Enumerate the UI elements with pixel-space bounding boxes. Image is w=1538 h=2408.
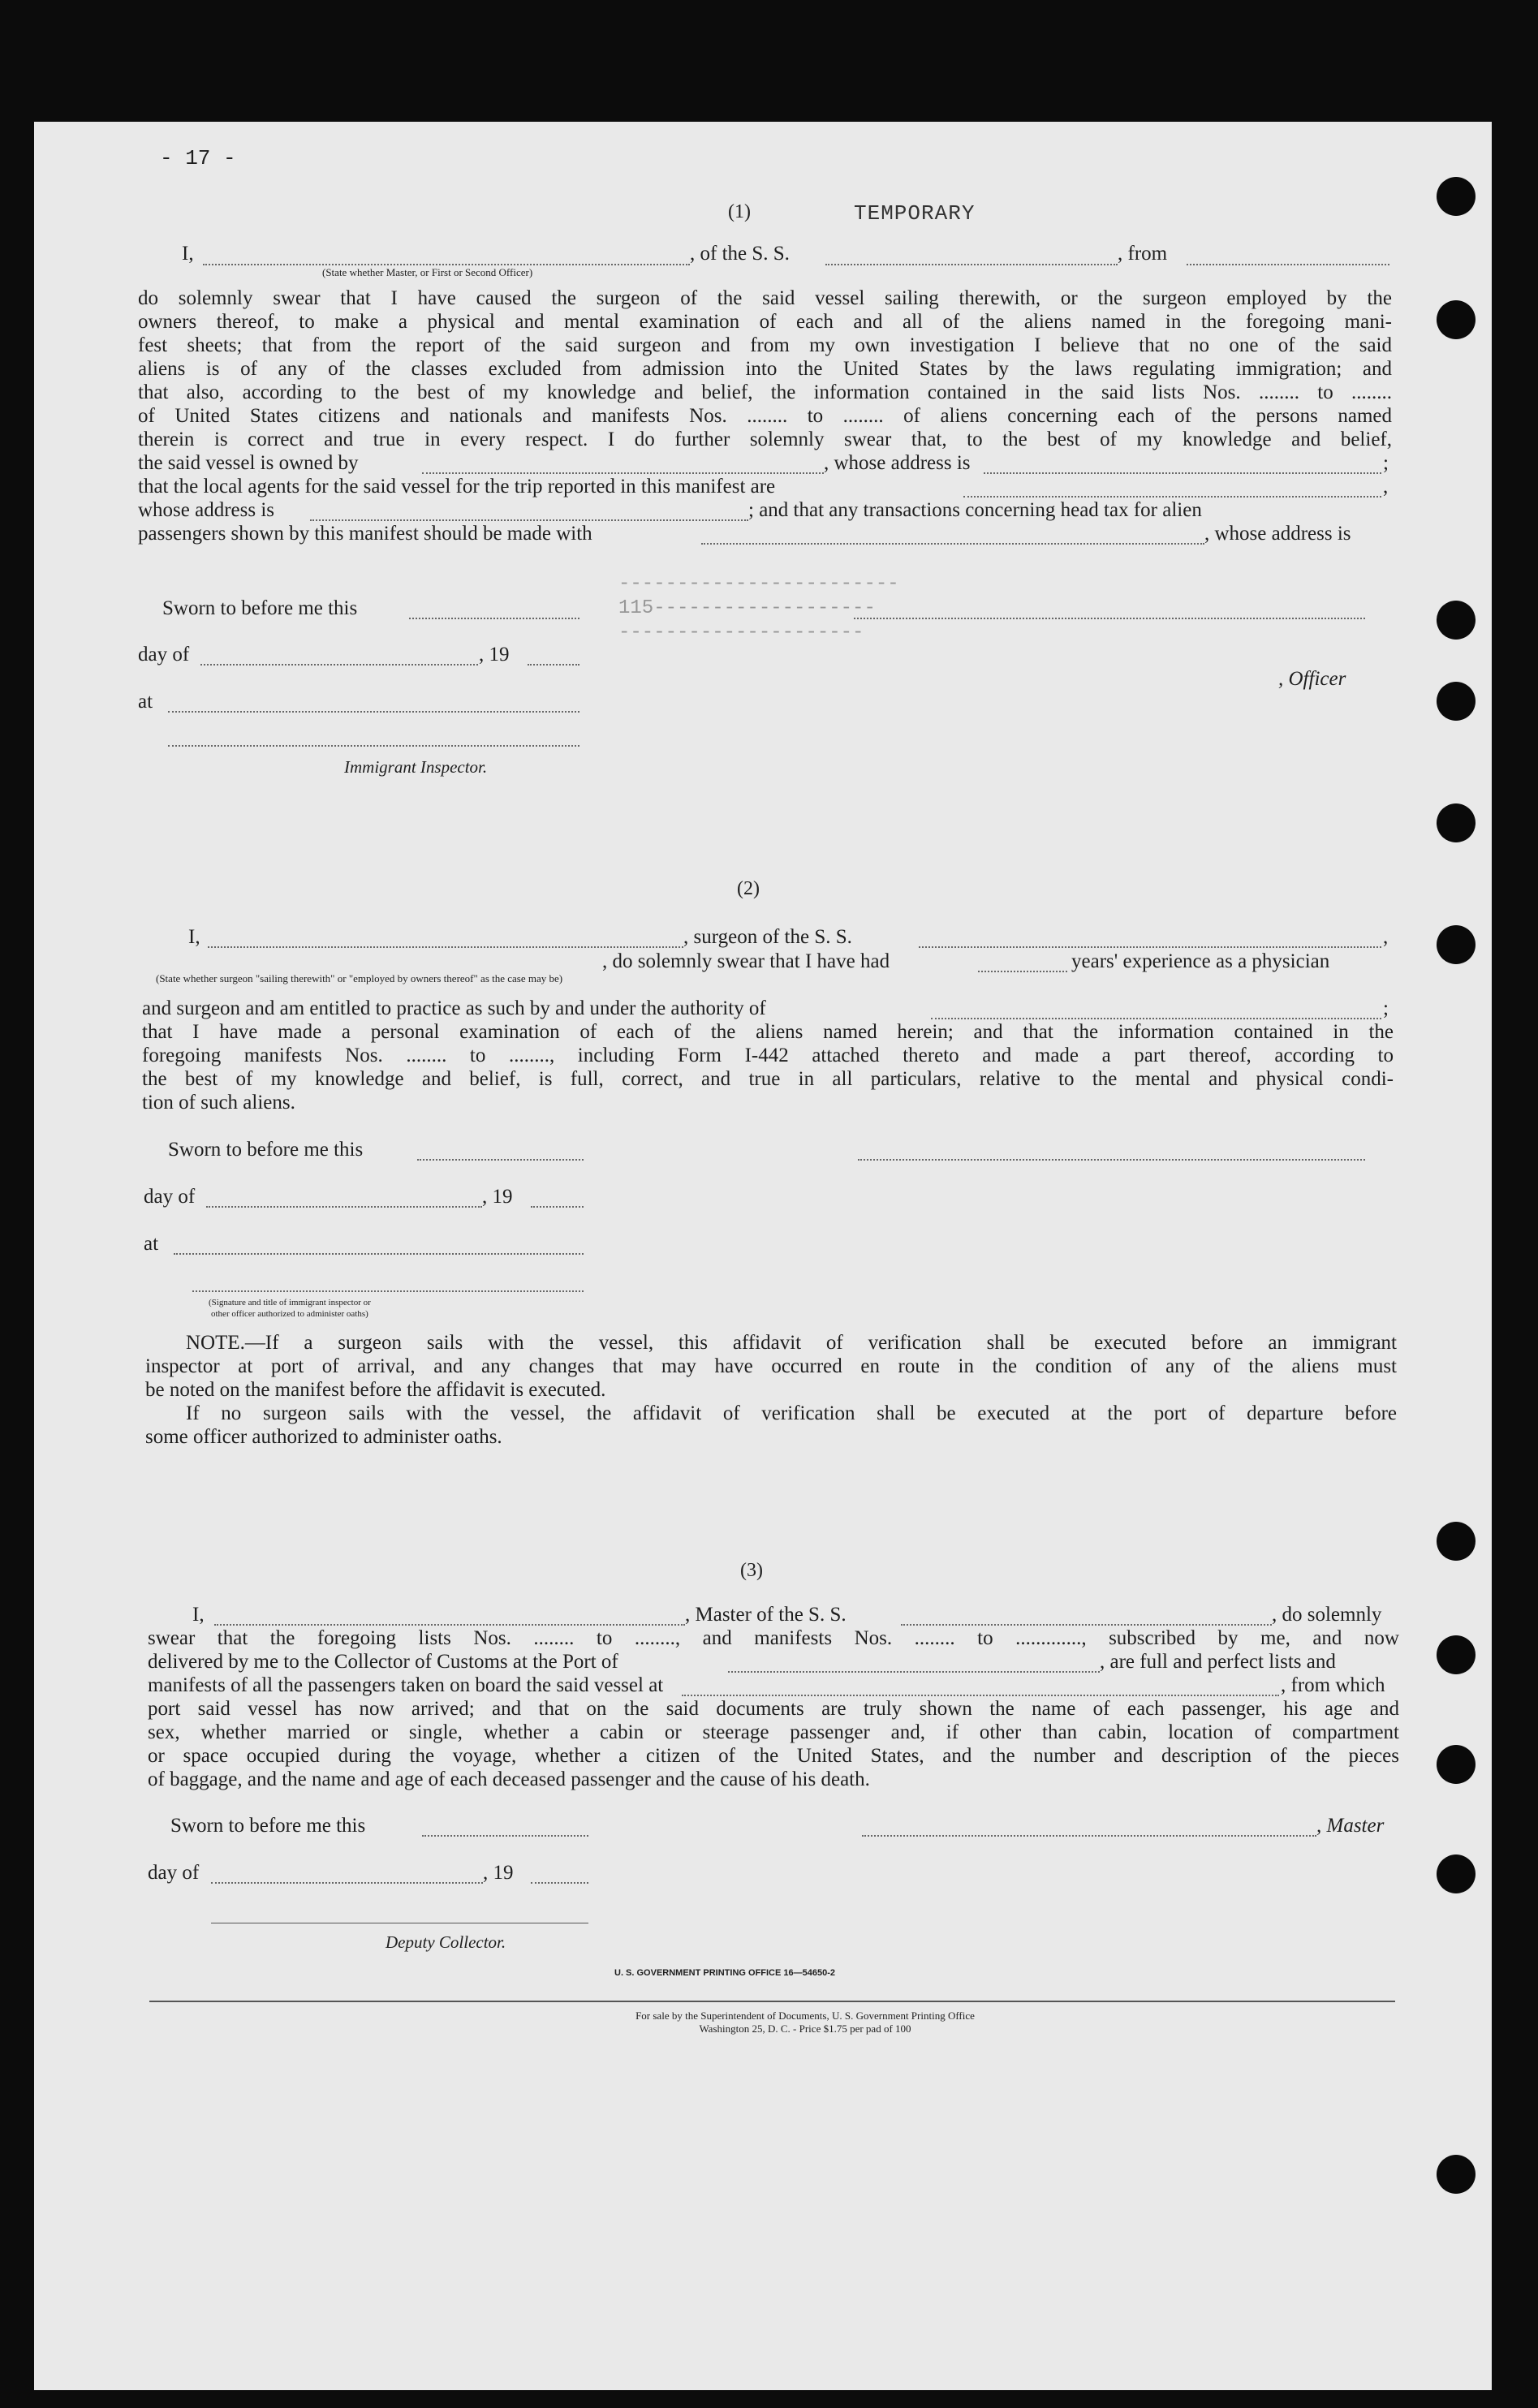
owner-address-line — [984, 472, 1381, 474]
s2-comma: , — [1383, 926, 1389, 948]
punch-hole — [1437, 601, 1476, 640]
agents-address-line — [310, 519, 748, 521]
inspector-signature-line — [168, 745, 579, 747]
s1-at: at — [138, 691, 153, 713]
s3-sworn-line — [422, 1835, 588, 1837]
s1-line-8c: ; — [1383, 452, 1389, 474]
s3-ship-line — [901, 1624, 1272, 1626]
note-line-4: If no surgeon sails with the vessel, the affidavit of verification shall be executed at the port of departure before — [186, 1402, 1397, 1424]
s2-swear-a: , do solemnly swear that I have had — [602, 950, 890, 972]
bleed-through-text: ------------------------ 115------------------- --------------------- — [618, 573, 899, 644]
s3-master: , Master — [1316, 1815, 1385, 1837]
s1-line-2: owners thereof, to make a physical and mental examination of each and all of the aliens named in the foregoing mani- — [138, 311, 1392, 333]
s3-line-7: of baggage, and the name and age of each deceased passenger and the cause of his death. — [148, 1768, 870, 1790]
s3-line-1: swear that the foregoing lists Nos. ........ to ........, and manifests Nos. ........ to ............., subscribed by me, and now — [148, 1627, 1399, 1649]
punch-hole — [1437, 1745, 1476, 1784]
punch-hole — [1437, 1635, 1476, 1674]
s1-day: day of — [138, 644, 190, 666]
s1-sworn-line — [409, 618, 579, 619]
s3-day-line — [211, 1882, 483, 1884]
s3-sworn: Sworn to before me this — [170, 1815, 366, 1837]
s3-master-line — [214, 1624, 685, 1626]
s2-line-3: foregoing manifests Nos. ........ to ........, including Form I-442 attached thereto and made a part thereof, according to — [142, 1045, 1394, 1066]
punch-hole — [1437, 803, 1476, 842]
stamp-text: TEMPORARY — [854, 201, 976, 226]
s1-state-note: (State whether Master, or First or Second Officer) — [322, 266, 533, 278]
s1-inspector: Immigrant Inspector. — [344, 757, 488, 777]
document-page — [34, 122, 1492, 2390]
port-line — [728, 1671, 1100, 1673]
s2-sworn: Sworn to before me this — [168, 1139, 364, 1161]
page-number: - 17 - — [160, 146, 236, 170]
s2-sig-note-2: other officer authorized to administer oaths) — [211, 1309, 368, 1319]
boarding-port-line — [682, 1695, 1279, 1696]
note-line-5: some officer authorized to administer oaths. — [145, 1426, 502, 1448]
s1-of-ss: , of the S. S. — [690, 243, 790, 265]
s1-line-8a: the said vessel is owned by — [138, 452, 359, 474]
gpo-imprint: U. S. GOVERNMENT PRINTING OFFICE 16—54650-2 — [614, 1968, 836, 1978]
punch-hole — [1437, 1522, 1476, 1561]
s1-year-line — [528, 664, 579, 666]
s1-sworn: Sworn to before me this — [162, 597, 358, 619]
ship-name-line — [825, 264, 1118, 265]
section-3-number: (3) — [740, 1560, 763, 1581]
officer-signature-line — [854, 618, 1365, 619]
s2-swear-b: years' experience as a physician — [1071, 950, 1330, 972]
s3-line-2a: delivered by me to the Collector of Customs at the Port of — [148, 1651, 618, 1673]
s1-line-1: do solemnly swear that I have caused the surgeon of the said vessel sailing therewith, or the surgeon employed by the — [138, 287, 1392, 309]
s3-line-4: port said vessel has now arrived; and that on the said documents are truly shown the name of each passenger, his age and — [148, 1698, 1399, 1720]
s2-i: I, — [188, 926, 200, 948]
punch-hole — [1437, 682, 1476, 721]
s1-line-6: of United States citizens and nationals and manifests Nos. ........ to ........ of aliens concerning each of the persons named — [138, 405, 1392, 427]
s2-year-line — [531, 1206, 584, 1208]
note-line-3: be noted on the manifest before the affidavit is executed. — [145, 1379, 606, 1401]
agents-line — [963, 496, 1381, 498]
s2-sworn-line — [417, 1159, 584, 1161]
s1-line-9a: that the local agents for the said vessel for the trip reported in this manifest are — [138, 476, 776, 498]
s3-master-signature-line — [862, 1835, 1316, 1837]
note-line-1: NOTE.—If a surgeon sails with the vessel, this affidavit of verification shall be executed before an immigrant — [186, 1332, 1397, 1354]
punch-hole — [1437, 177, 1476, 216]
years-line — [978, 971, 1067, 972]
s2-at: at — [144, 1233, 159, 1255]
owner-line — [422, 472, 824, 474]
s1-line-10a: whose address is — [138, 499, 275, 521]
s3-line-3a: manifests of all the passengers taken on board the said vessel at — [148, 1674, 664, 1696]
s2-line-1a: and surgeon and am entitled to practice as such by and under the authority of — [142, 997, 766, 1019]
s1-line-11a: passengers shown by this manifest should be made with — [138, 523, 592, 545]
footer-line-2: Washington 25, D. C. - Price $1.75 per pad of 100 — [699, 2022, 911, 2035]
s3-master-b: , do solemnly — [1272, 1604, 1382, 1626]
s1-line-7: therein is correct and true in every respect. I do further solemnly swear that, to the best of my knowledge and belief, — [138, 429, 1392, 450]
punch-hole — [1437, 2155, 1476, 2194]
s2-ship-line — [919, 946, 1381, 948]
s2-surgeon: , surgeon of the S. S. — [683, 926, 852, 948]
s1-line-9b: , — [1383, 476, 1389, 498]
footer-rule — [149, 2001, 1395, 2002]
s1-line-3: fest sheets; that from the report of the said surgeon and from my own investigation I believe that no one of the said — [138, 334, 1392, 356]
s2-line-5: tion of such aliens. — [142, 1092, 295, 1114]
note-line-2: inspector at port of arrival, and any changes that may have occurred en route in the condition of any of the aliens must — [145, 1355, 1397, 1377]
s2-line-1b: ; — [1383, 997, 1389, 1019]
s1-at-line — [168, 711, 579, 713]
s1-line-10b: ; and that any transactions concerning head tax for alien — [748, 499, 1202, 521]
s2-line-2: that I have made a personal examination of each of the aliens named herein; and that the information contained in the — [142, 1021, 1394, 1043]
s3-year: , 19 — [483, 1862, 514, 1884]
s2-state-note: (State whether surgeon "sailing therewith" or "employed by owners thereof" as the case may be) — [156, 972, 563, 984]
s3-master-a: , Master of the S. S. — [685, 1604, 847, 1626]
s3-line-6: or space occupied during the voyage, whether a citizen of the United States, and the number and description of the pieces — [148, 1745, 1399, 1767]
section-1-number: (1) — [728, 201, 751, 222]
s1-officer: , Officer — [1278, 668, 1346, 690]
s1-year: , 19 — [479, 644, 510, 666]
s1-line-8b: , whose address is — [824, 452, 971, 474]
head-tax-line — [701, 543, 1204, 545]
s2-signature-line — [192, 1290, 584, 1292]
s1-line-11b: , whose address is — [1204, 523, 1351, 545]
s3-day: day of — [148, 1862, 200, 1884]
section-2-number: (2) — [737, 878, 760, 899]
s1-line-5: that also, according to the best of my knowledge and belief, the information contained in the said lists Nos. ........ to ........ — [138, 381, 1392, 403]
surgeon-signature-line — [858, 1159, 1365, 1161]
punch-hole — [1437, 1854, 1476, 1893]
from-port-line — [1187, 264, 1389, 265]
punch-hole — [1437, 300, 1476, 339]
s3-year-line — [531, 1882, 588, 1884]
punch-hole — [1437, 925, 1476, 964]
s1-line-4: aliens is of any of the classes excluded from admission into the United States by the laws regulating immigration; and — [138, 358, 1392, 380]
s3-line-3b: , from which — [1281, 1674, 1385, 1696]
footer-line-1: For sale by the Superintendent of Documents, U. S. Government Printing Office — [635, 2010, 975, 2022]
s2-day: day of — [144, 1186, 196, 1208]
s1-i: I, — [182, 243, 194, 265]
s2-sig-note-1: (Signature and title of immigrant inspector or — [209, 1298, 371, 1307]
s2-day-line — [206, 1206, 482, 1208]
s1-day-line — [200, 664, 478, 666]
master-name-line — [203, 264, 690, 265]
surgeon-name-line — [208, 946, 683, 948]
s2-line-4: the best of my knowledge and belief, is full, correct, and true in all particulars, relative to the mental and physical condi- — [142, 1068, 1394, 1090]
s3-line-2b: , are full and perfect lists and — [1100, 1651, 1336, 1673]
s2-at-line — [174, 1253, 584, 1255]
s2-year: , 19 — [482, 1186, 513, 1208]
authority-line — [931, 1018, 1381, 1019]
s1-from: , from — [1118, 243, 1168, 265]
s3-i: I, — [192, 1604, 205, 1626]
s3-deputy: Deputy Collector. — [386, 1932, 506, 1952]
s3-line-5: sex, whether married or single, whether a cabin or steerage passenger and, if other than cabin, location of compartment — [148, 1721, 1399, 1743]
